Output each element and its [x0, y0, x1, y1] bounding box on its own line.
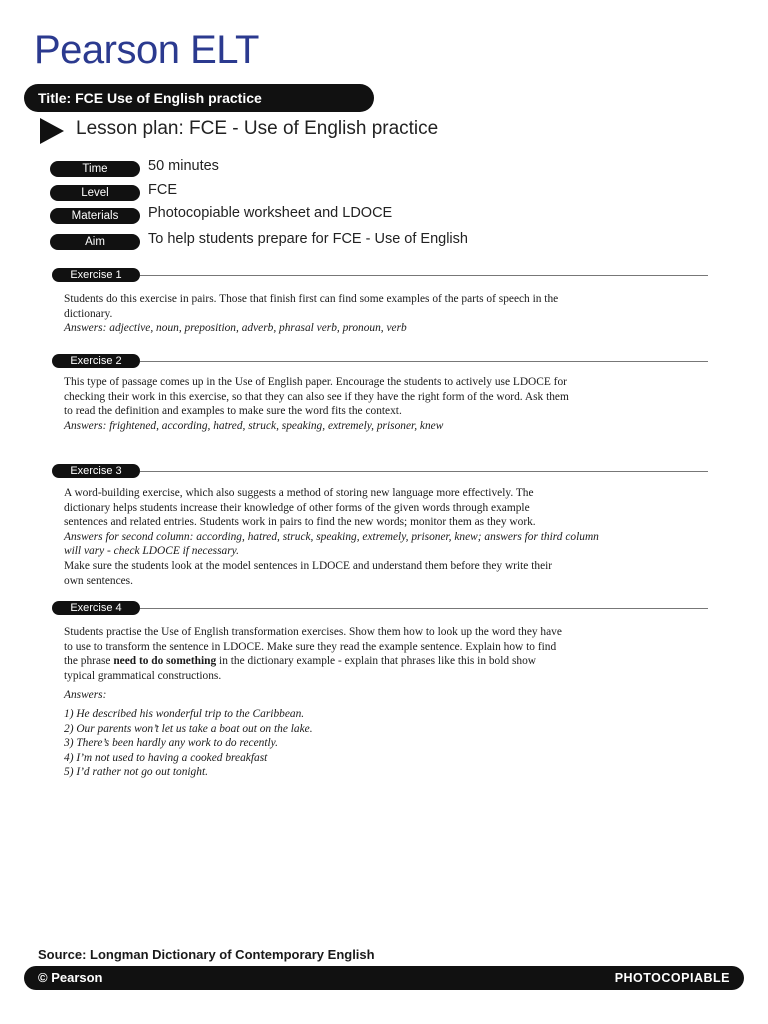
exercise-1-body	[64, 292, 674, 336]
meta-value-aim: To help students prepare for FCE - Use of English	[148, 231, 468, 247]
copyright: © Pearson	[38, 970, 103, 985]
text-line: dictionary helps students increase their knowledge of other forms of the given words through example	[64, 501, 530, 514]
divider	[140, 608, 708, 609]
text-line: to use to transform the sentence in LDOCE. Make sure they read the example sentence. Explain how to find	[64, 640, 557, 653]
text-line: Make sure the students look at the model sentences in LDOCE and understand them before they write their	[64, 559, 553, 572]
exercise-4-header	[52, 601, 708, 615]
text-line: Students do this exercise in pairs. Those that finish first can find some examples of the parts of speech in the	[64, 293, 559, 305]
answer-item: 1) He described his wonderful trip to the Caribbean.	[64, 707, 305, 720]
phrase-pre: the phrase	[64, 655, 114, 668]
meta-value-level: FCE	[148, 182, 177, 198]
meta-label-aim: Aim	[50, 234, 140, 250]
brand-logo: Pearson ELT	[34, 28, 259, 72]
exercise-3-label: Exercise 3	[52, 464, 140, 478]
divider	[140, 471, 708, 472]
meta-value-time: 50 minutes	[148, 158, 219, 174]
title-bar: Title: FCE Use of English practice	[24, 84, 374, 112]
answers-label: Answers:	[64, 689, 107, 702]
bold-phrase: need to do something	[113, 655, 217, 668]
answers-line: will vary - check LDOCE if necessary.	[64, 545, 239, 558]
meta-label-level: Level	[50, 185, 140, 201]
exercise-2-header	[52, 354, 708, 368]
text-line: dictionary.	[64, 307, 113, 320]
source-note: Source: Longman Dictionary of Contemporary English	[38, 947, 375, 962]
text-line: checking their work in this exercise, so that they can also see if they have the right form of the word. Ask them	[64, 390, 569, 403]
exercise-1-label: Exercise 1	[52, 268, 140, 282]
text-line: to read the definition and examples to make sure the word fits the context.	[64, 405, 402, 418]
answers-line: Answers for second column: according, hatred, struck, speaking, extremely, prisoner, knew; answers for third column	[64, 530, 599, 543]
exercise-2-label: Exercise 2	[52, 354, 140, 368]
exercise-4-label: Exercise 4	[52, 601, 140, 615]
footer-bar	[24, 966, 744, 990]
text-line: typical grammatical constructions.	[64, 669, 222, 682]
divider	[140, 275, 708, 276]
answers-line: Answers: adjective, noun, preposition, adverb, phrasal verb, pronoun, verb	[64, 322, 407, 335]
answer-item: 4) I’m not used to having a cooked breakfast	[64, 751, 268, 764]
answers-line: Answers: frightened, according, hatred, struck, speaking, extremely, prisoner, knew	[64, 419, 444, 432]
meta-label-time: Time	[50, 161, 140, 177]
exercise-3-body	[64, 486, 674, 588]
divider	[140, 361, 708, 362]
text-line: Students practise the Use of English transformation exercises. Show them how to look up the word they have	[64, 626, 562, 638]
text-line: own sentences.	[64, 574, 133, 587]
answer-item: 3) There’s been hardly any work to do recently.	[64, 737, 278, 750]
text-line-with-phrase	[64, 654, 674, 669]
meta-label-materials: Materials	[50, 208, 140, 224]
text-line: This type of passage comes up in the Use of English paper. Encourage the students to actively use LDOCE for	[64, 376, 567, 388]
meta-value-materials: Photocopiable worksheet and LDOCE	[148, 205, 393, 221]
exercise-1-header	[52, 268, 708, 282]
lesson-plan-title: Lesson plan: FCE - Use of English practice	[76, 118, 439, 139]
exercise-3-header	[52, 464, 708, 478]
exercise-4-body	[64, 625, 674, 780]
exercise-2-body	[64, 375, 674, 433]
photocopiable-label: PHOTOCOPIABLE	[614, 971, 730, 985]
answer-item: 2) Our parents won’t let us take a boat out on the lake.	[64, 722, 313, 735]
answer-item: 5) I’d rather not go out tonight.	[64, 766, 208, 779]
text-line: A word-building exercise, which also suggests a method of storing new language more effectively. The	[64, 487, 534, 499]
play-triangle-icon	[40, 118, 64, 144]
phrase-post: in the dictionary example - explain that phrases like this in bold show	[216, 655, 537, 668]
text-line: sentences and related entries. Students work in pairs to find the new words; monitor them as they work.	[64, 516, 536, 529]
